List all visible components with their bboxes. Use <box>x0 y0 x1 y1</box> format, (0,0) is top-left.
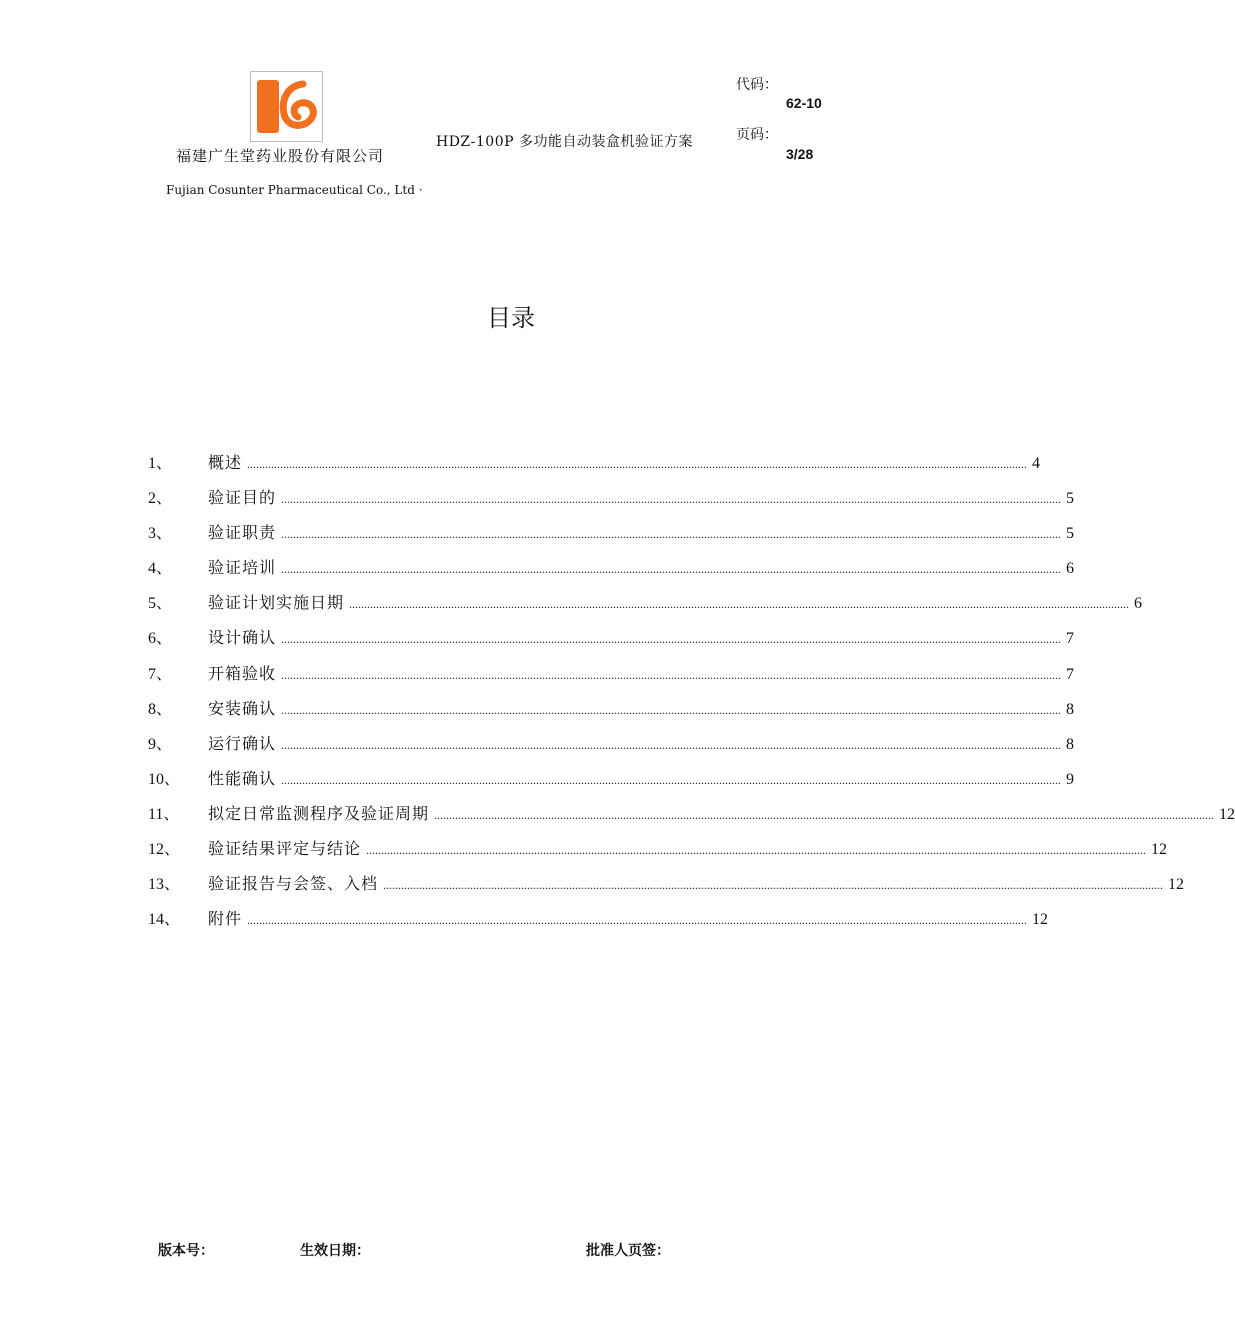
toc-entry[interactable] <box>148 555 1075 590</box>
toc-leader-dots: .................................................................................................................................................................................................................................................................... <box>366 843 1147 858</box>
toc-entry-page: 4 <box>1032 455 1041 472</box>
toc-entry-number: 2、 <box>148 490 173 508</box>
toc-entry[interactable] <box>148 661 1075 696</box>
company-logo-icon <box>250 71 323 142</box>
code-label: 代码： <box>736 77 778 93</box>
toc-entry-number: 8、 <box>148 700 173 718</box>
company-name-cn: 福建广生堂药业股份有限公司 <box>176 147 385 165</box>
toc-entry[interactable] <box>148 731 1075 766</box>
toc-entry-page: 12 <box>1032 911 1049 929</box>
toc-entry-page: 8 <box>1066 735 1075 753</box>
toc-entry-page: 8 <box>1066 700 1075 718</box>
toc-entry-page: 12 <box>1168 876 1185 894</box>
toc-entry-title: 验证职责 <box>208 523 277 543</box>
toc-entry-page: 6 <box>1066 560 1075 578</box>
toc-entry-title: 开箱验收 <box>208 663 277 683</box>
toc-entry-number: 3、 <box>148 525 173 543</box>
toc-entry-number: 12、 <box>148 841 181 859</box>
toc-leader-dots: .................................................................................................................................................................................................................................................................... <box>434 807 1215 822</box>
code-value: 62-10 <box>786 95 822 111</box>
toc-leader-dots: .................................................................................................................................................................................................................................................................... <box>349 597 1130 612</box>
toc-entry-title: 验证计划实施日期 <box>208 593 345 613</box>
toc-entry[interactable] <box>148 485 1075 520</box>
toc-entry[interactable] <box>148 801 1235 836</box>
toc-entry-number: 6、 <box>148 630 173 648</box>
toc-entry-title: 概述 <box>208 453 243 472</box>
toc-entry-number: 7、 <box>148 665 173 683</box>
toc-entry-page: 5 <box>1066 525 1075 543</box>
table-of-contents <box>148 450 1235 941</box>
toc-entry-page: 7 <box>1066 665 1075 683</box>
toc-entry-number: 9、 <box>148 735 173 753</box>
effective-date-label: 生效日期： <box>300 1243 370 1259</box>
page-value: 3/28 <box>786 146 814 162</box>
toc-entry-page: 6 <box>1134 595 1143 613</box>
page-label: 页码： <box>736 127 778 143</box>
toc-entry[interactable] <box>148 836 1168 871</box>
toc-entry-title: 拟定日常监测程序及验证周期 <box>208 803 430 823</box>
toc-entry-page: 12 <box>1151 841 1168 859</box>
toc-entry-title: 验证报告与会签、入档 <box>208 874 379 894</box>
toc-entry[interactable] <box>148 450 1041 485</box>
toc-entry-page: 5 <box>1066 490 1075 508</box>
toc-entry-number: 14、 <box>148 911 181 929</box>
toc-entry-title: 附件 <box>208 909 243 929</box>
company-name-en: Fujian Cosunter Pharmaceutical Co., Ltd · <box>166 183 423 197</box>
toc-leader-dots: .................................................................................................................................................................................................................................................................... <box>383 878 1164 893</box>
approver-label: 批准人页签： <box>586 1243 670 1259</box>
document-title: HDZ-100P 多功能自动装盒机验证方案 <box>436 134 693 150</box>
toc-entry[interactable] <box>148 906 1049 941</box>
toc-leader-dots: .................................................................................................................................................................................................................................................................... <box>281 702 1062 717</box>
toc-entry[interactable] <box>148 696 1075 731</box>
toc-leader-dots: .................................................................................................................................................................................................................................................................... <box>281 632 1062 647</box>
toc-entry[interactable] <box>148 766 1075 801</box>
toc-entry[interactable] <box>148 625 1075 660</box>
version-label: 版本号： <box>158 1243 214 1259</box>
toc-entry-title: 性能确认 <box>208 768 277 788</box>
toc-leader-dots: .................................................................................................................................................................................................................................................................... <box>281 562 1062 577</box>
toc-entry-title: 验证培训 <box>208 558 277 578</box>
toc-entry-page: 12 <box>1219 805 1235 823</box>
toc-entry-number: 5、 <box>148 595 173 613</box>
toc-entry-title: 运行确认 <box>208 733 277 753</box>
toc-entry-page: 7 <box>1066 630 1075 648</box>
toc-entry-number: 13、 <box>148 876 181 894</box>
toc-entry-title: 验证目的 <box>208 488 277 508</box>
toc-entry-title: 验证结果评定与结论 <box>208 839 362 859</box>
toc-entry-title: 设计确认 <box>208 628 277 648</box>
toc-leader-dots: .................................................................................................................................................................................................................................................................... <box>281 492 1062 507</box>
toc-leader-dots: .................................................................................................................................................................................................................................................................... <box>281 527 1062 542</box>
toc-leader-dots: .................................................................................................................................................................................................................................................................... <box>281 737 1062 752</box>
toc-entry-page: 9 <box>1066 770 1075 788</box>
toc-leader-dots: .................................................................................................................................................................................................................................................................... <box>247 457 1028 471</box>
toc-entry-title: 安装确认 <box>208 698 277 718</box>
toc-entry[interactable] <box>148 590 1143 625</box>
toc-entry[interactable] <box>148 871 1185 906</box>
toc-entry-number: 4、 <box>148 560 173 578</box>
toc-entry-number: 10、 <box>148 770 181 788</box>
toc-entry-number: 11、 <box>148 805 180 823</box>
toc-entry-number: 1、 <box>148 455 173 472</box>
toc-leader-dots: .................................................................................................................................................................................................................................................................... <box>281 667 1062 682</box>
toc-leader-dots: .................................................................................................................................................................................................................................................................... <box>247 913 1028 928</box>
toc-title: 目录 <box>487 304 535 332</box>
toc-leader-dots: .................................................................................................................................................................................................................................................................... <box>281 772 1062 787</box>
toc-entry[interactable] <box>148 520 1075 555</box>
